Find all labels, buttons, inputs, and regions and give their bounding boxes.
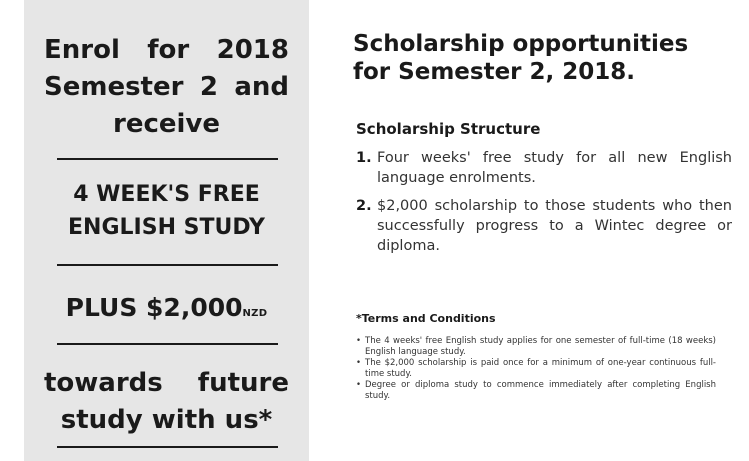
terms-item: • The 4 weeks' free English study applies for one semester of full-time (18 weeks) English language study.: [356, 336, 716, 358]
terms-heading: *Terms and Conditions: [356, 312, 496, 325]
promo-plus-amount: [44, 291, 289, 331]
structure-heading: Scholarship Structure: [356, 120, 541, 138]
structure-item: [356, 196, 732, 256]
divider: [57, 158, 278, 160]
divider: [57, 264, 278, 266]
promo-panel: [24, 0, 309, 461]
divider: [57, 343, 278, 345]
terms-item: • The $2,000 scholarship is paid once for a minimum of one-year continuous full-time study.: [356, 358, 716, 380]
page-title: Scholarship opportunities for Semester 2, 2018.: [353, 31, 689, 85]
promo-enrol-text: Enrol for 2018 Semester 2 and receive: [44, 35, 289, 139]
item-text: Four weeks' free study for all new English language enrolments.: [377, 150, 732, 186]
item-text: $2,000 scholarship to those students who then successfully progress to a Wintec degree or diploma.: [377, 198, 732, 254]
structure-item: [356, 148, 732, 188]
currency-label: NZD: [242, 308, 268, 319]
promo-future-text: towards future study with us*: [44, 368, 289, 435]
terms-list: [356, 336, 716, 402]
terms-item: • Degree or diploma study to commence immediately after completing English study.: [356, 380, 716, 402]
promo-free-study: 4 WEEK'S FREE ENGLISH STUDY: [68, 182, 265, 240]
item-number: 1.: [356, 150, 372, 166]
plus-amount-value: PLUS $2,000: [65, 293, 243, 322]
divider: [57, 446, 278, 448]
item-number: 2.: [356, 198, 372, 214]
